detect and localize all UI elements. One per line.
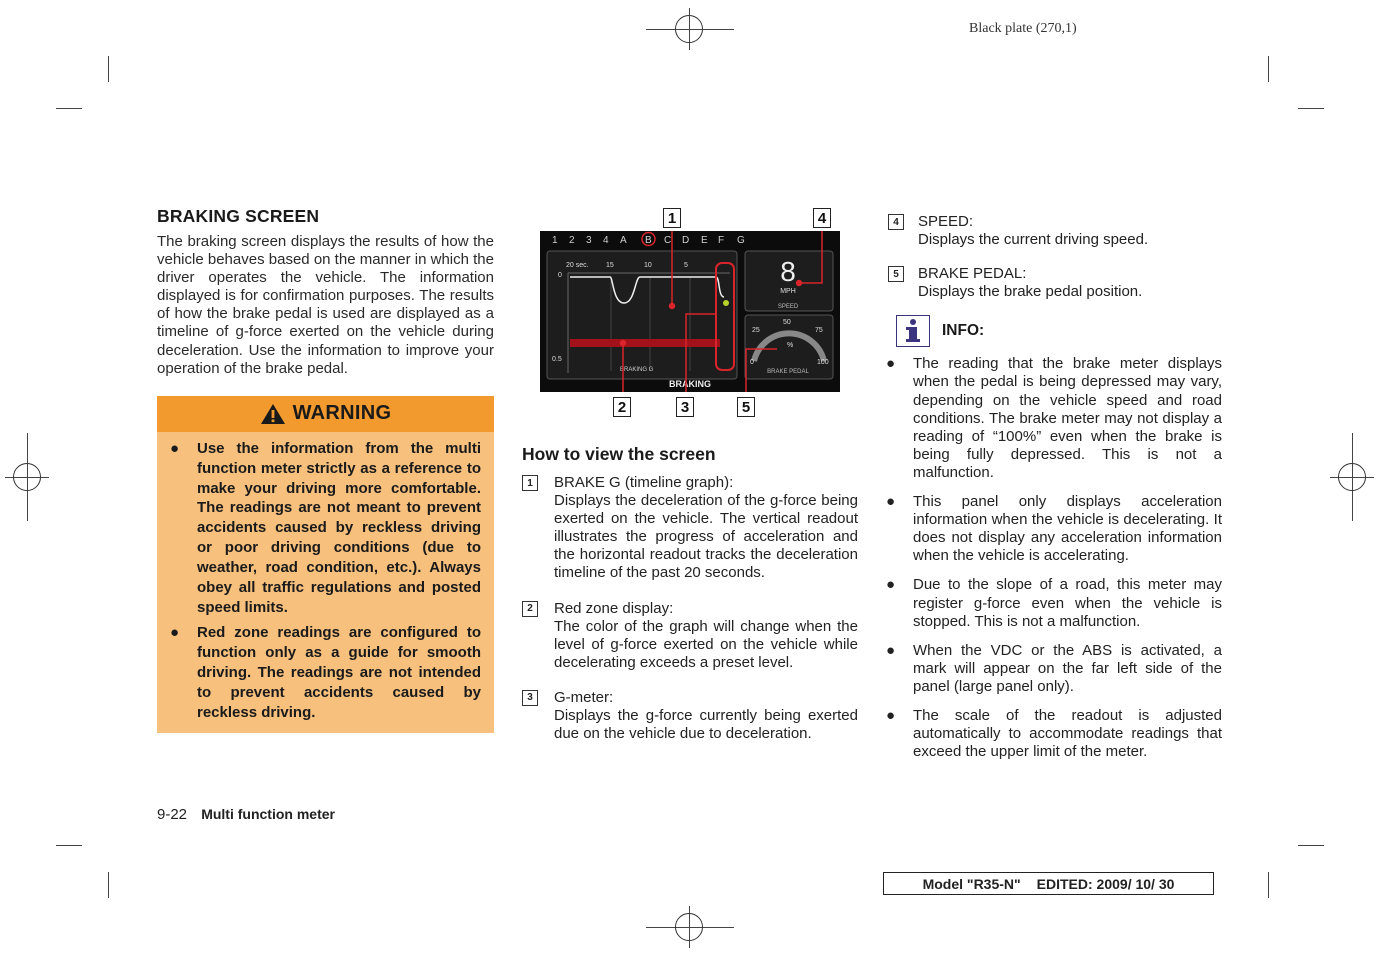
item-description: Displays the brake pedal position. [918, 283, 1143, 301]
list-item [888, 213, 1222, 249]
page-footer [157, 806, 335, 823]
info-item: ● The scale of the readout is adjusted automatically to accommodate readings that exceed the upper limit of the meter. [886, 706, 1222, 761]
plate-label: Black plate (270,1) [969, 21, 1077, 36]
svg-text:10: 10 [644, 262, 652, 269]
svg-text:8: 8 [780, 256, 796, 287]
braking-display-graphic [540, 231, 840, 392]
svg-text:15: 15 [606, 262, 614, 269]
info-header [896, 315, 1222, 347]
numbered-items [522, 474, 858, 743]
item-number: 2 [522, 601, 538, 617]
svg-text:100: 100 [817, 359, 829, 366]
tab-label: 1 [552, 235, 558, 246]
info-title: INFO: [942, 322, 985, 340]
warning-title: WARNING [292, 402, 392, 425]
warning-list [157, 432, 494, 734]
info-icon [896, 315, 930, 347]
warning-item: ● Use the information from the multi function meter strictly as a reference to make your driving more comfortable. The readings are not meant to prevent accidents caused by reckless driving or poor driving conditions (due to weather, road condition, etc.). Always obey all traffic regulations and posted speed limits. [170, 439, 481, 616]
item-title: G-meter: [554, 688, 614, 706]
edited-date: EDITED: 2009/ 10/ 30 [1036, 875, 1175, 892]
tab-label: C [664, 235, 672, 246]
list-item [522, 689, 858, 743]
svg-text:50: 50 [783, 319, 791, 326]
callout-2: 2 [613, 397, 631, 417]
list-item [522, 600, 858, 672]
tab-label: 4 [603, 235, 609, 246]
model-label: Model "R35-N" [922, 875, 1021, 892]
page-number: 9-22 [157, 806, 188, 823]
tab-label: G [737, 235, 745, 246]
model-edited-box [883, 872, 1214, 895]
tab-label: D [682, 235, 690, 246]
item-title: SPEED: [918, 213, 974, 230]
item-number: 5 [888, 266, 904, 282]
intro-paragraph: The braking screen displays the results of how the vehicle behaves based on the manner in which the driver operates the vehicle. The information displayed is for confirmation purposes. The results of how the brake pedal is used are displayed as a timeline of g-force exerted on the vehicle during deceleration. Use the information to improve your operation of the brake pedal. [157, 233, 494, 377]
warning-box [157, 396, 494, 734]
svg-text:25: 25 [752, 327, 760, 334]
item-title: Red zone display: [554, 599, 674, 617]
tab-label: F [718, 235, 725, 246]
svg-text:75: 75 [815, 327, 823, 334]
tab-label: 2 [569, 235, 575, 246]
svg-text:5: 5 [684, 262, 688, 269]
info-item: ● This panel only displays acceleration information when the vehicle is decelerating. It does not display any acceleration information when the vehicle is accelerating. [886, 493, 1222, 565]
svg-text:20 sec.: 20 sec. [566, 262, 589, 269]
svg-text:%: % [787, 342, 794, 349]
svg-text:BRAKING: BRAKING [669, 379, 711, 389]
callout-5: 5 [737, 397, 755, 417]
braking-display [540, 231, 840, 392]
item-number: 4 [888, 214, 904, 230]
item-title: BRAKE PEDAL: [918, 265, 1027, 283]
svg-text:BRAKING G: BRAKING G [620, 367, 654, 373]
item-description: Displays the current driving speed. [918, 231, 1149, 249]
svg-text:0.5: 0.5 [552, 356, 562, 363]
callout-3: 3 [676, 397, 694, 417]
warning-item: ● Red zone readings are configured to function only as a guide for smooth driving. The readings are not intended to prevent accidents caused by reckless driving. [170, 623, 481, 721]
info-item: ● Due to the slope of a road, this meter may register g-force even when the vehicle is stopped. This is not a malfunction. [886, 576, 1222, 630]
tab-label: A [620, 235, 627, 246]
item-description: Displays the deceleration of the g-force being exerted on the vehicle. The vertical readout illustrates the progress of acceleration and the horizontal readout tracks the deceleration timeline of the past 20 seconds. [554, 492, 858, 582]
tab-label: B [645, 235, 652, 246]
chapter-title: Multi function meter [201, 806, 335, 822]
warning-header [157, 396, 494, 432]
svg-text:0: 0 [558, 272, 562, 279]
warning-triangle-icon [260, 403, 286, 425]
subsection-heading: How to view the screen [522, 444, 716, 464]
svg-text:MPH: MPH [780, 288, 796, 295]
info-item: ● When the VDC or the ABS is activated, a mark will appear on the far left side of the panel (large panel only). [886, 641, 1222, 695]
svg-text:0: 0 [750, 359, 754, 366]
tab-label: E [701, 235, 708, 246]
item-description: Displays the g-force currently being exerted due on the vehicle due to deceleration. [554, 707, 858, 743]
list-item [888, 265, 1222, 301]
svg-text:SPEED: SPEED [777, 304, 799, 310]
info-list [888, 355, 1222, 761]
section-heading: BRAKING SCREEN [157, 206, 320, 226]
item-description: The color of the graph will change when the level of g-force exerted on the vehicle while decelerating exceeds a preset level. [554, 617, 858, 671]
info-item: ● The reading that the brake meter displays when the pedal is being depressed may vary, depending on the vehicle speed and road conditions. The brake meter may not display a reading of “100%” even when the brake is being fully depressed. This is not a malfunction. [886, 355, 1222, 481]
item-title: BRAKE G (timeline graph): [554, 474, 734, 491]
left-column [157, 204, 494, 733]
item-number: 3 [522, 690, 538, 706]
middle-column [522, 204, 858, 760]
svg-text:BRAKE PEDAL: BRAKE PEDAL [767, 369, 809, 375]
callout-4: 4 [813, 208, 831, 228]
braking-screen-figure [522, 200, 858, 430]
tab-label: 3 [586, 235, 592, 246]
right-column [888, 213, 1222, 772]
item-number: 1 [522, 475, 538, 491]
list-item [522, 474, 858, 583]
callout-1: 1 [663, 208, 681, 228]
